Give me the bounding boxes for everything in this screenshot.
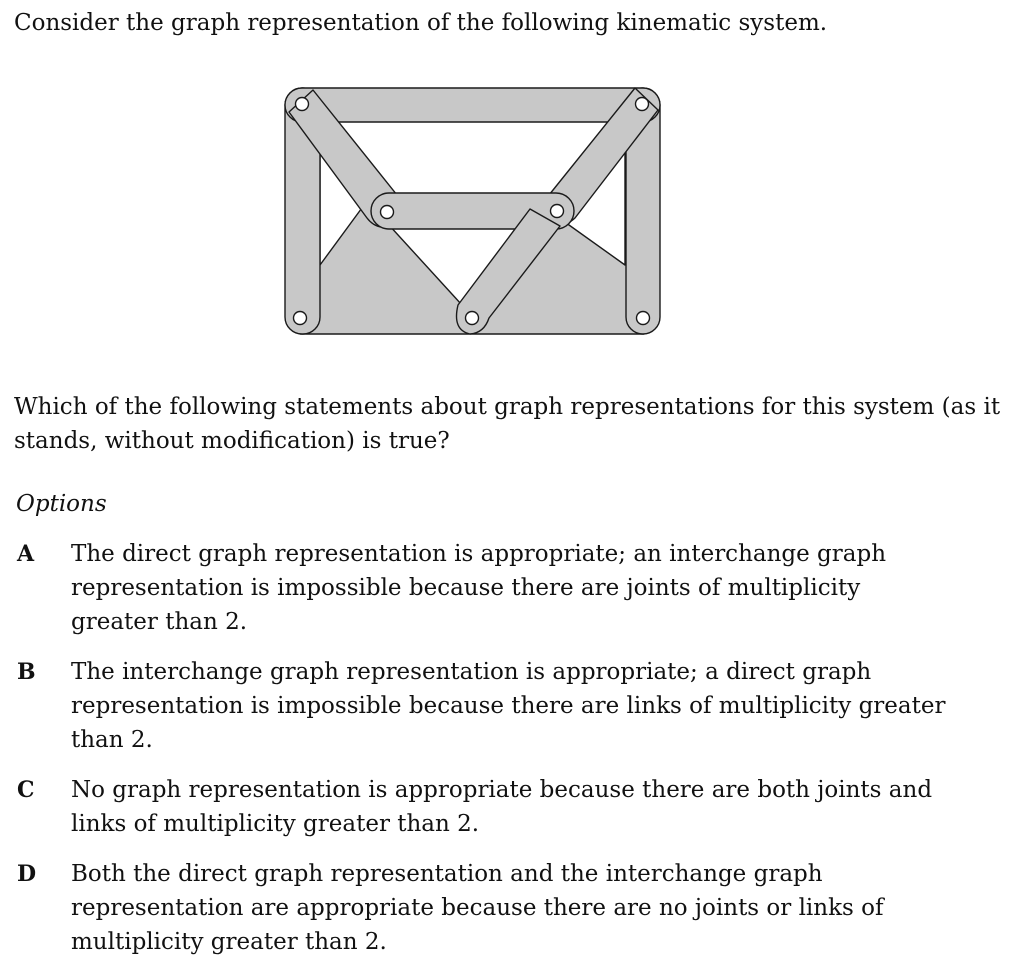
pin-bottom-right xyxy=(637,312,650,325)
options-heading: Options xyxy=(16,491,107,517)
pin-bottom-middle xyxy=(466,312,479,325)
question-text: Which of the following statements about graph representations for this system (as it stands, without modification) is true? xyxy=(14,394,1001,454)
option-text: Both the direct graph representation and the interchange graph representation are appropriate because there are no joints or links of multiplicity greater than 2. xyxy=(71,861,884,955)
pin-bottom-left xyxy=(294,312,307,325)
option-letter: B xyxy=(17,659,36,685)
option-letter: D xyxy=(17,861,37,887)
intro-text: Consider the graph representation of the following kinematic system. xyxy=(14,10,828,36)
option-text: The direct graph representation is appropriate; an interchange graph representation is impossible because there are joints of multiplicity greater than 2. xyxy=(71,541,887,635)
pin-middle-right xyxy=(551,205,564,218)
pin-top-left xyxy=(296,98,309,111)
option-text: No graph representation is appropriate because there are both joints and links of multiplicity greater than 2. xyxy=(71,777,933,837)
option-text: The interchange graph representation is appropriate; a direct graph representation is impossible because there are links of multiplicity greater than 2. xyxy=(71,659,946,753)
option-letter: C xyxy=(17,777,35,803)
top-horizontal-link xyxy=(285,88,660,122)
option-letter: A xyxy=(17,541,35,567)
pin-top-right xyxy=(636,98,649,111)
kinematic-diagram xyxy=(283,86,663,338)
pin-middle-left xyxy=(381,206,394,219)
